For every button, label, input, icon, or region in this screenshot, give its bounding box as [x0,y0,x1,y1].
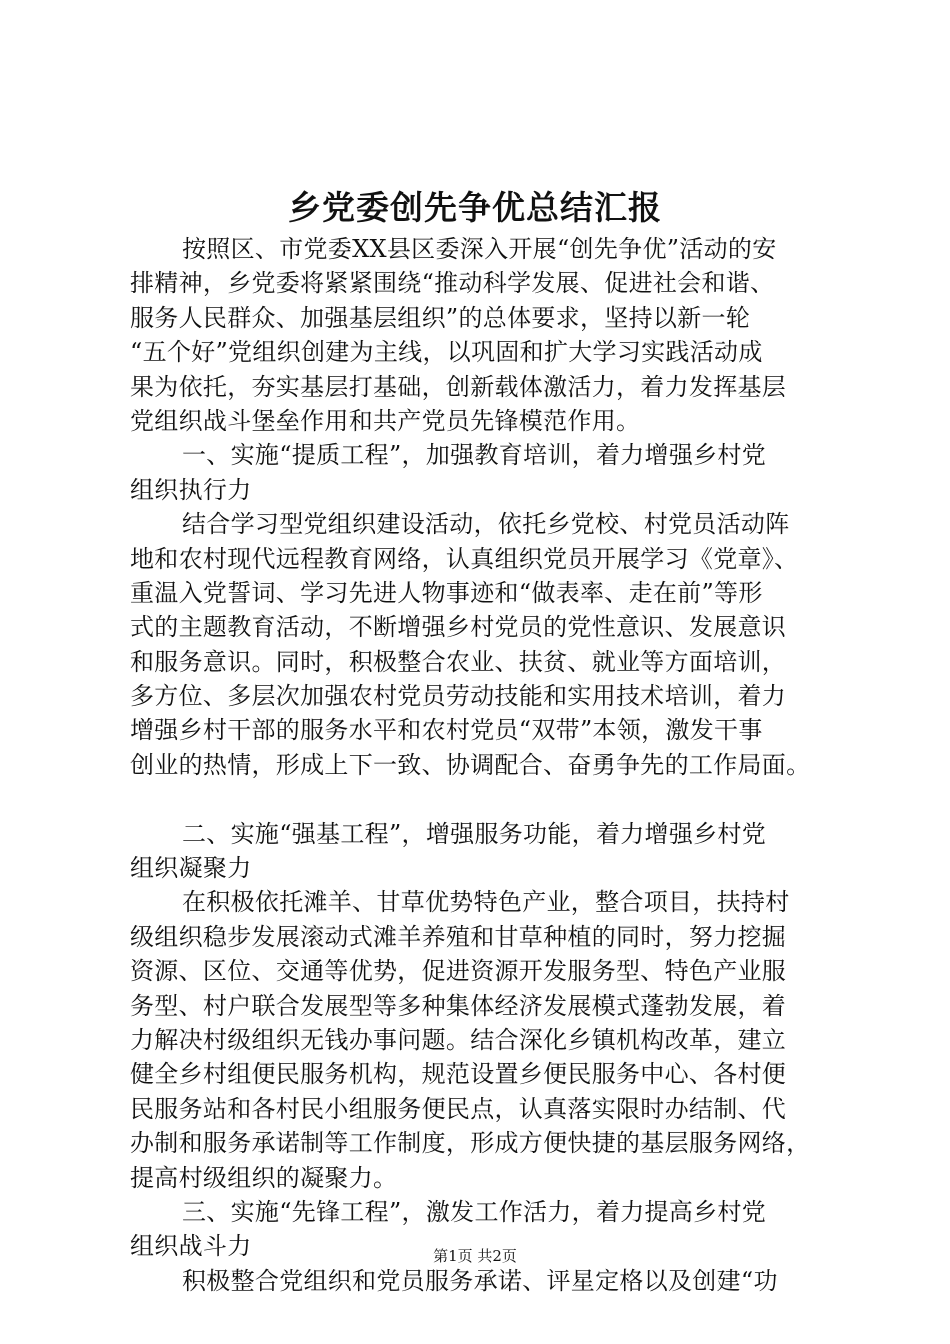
text-line: “五个好”党组织创建为主线，以巩固和扩大学习实践活动成 [130,338,763,367]
text-line: 二、实施“强基工程”，增强服务功能，着力增强乡村党 [182,819,767,848]
text-line: 民服务站和各村民小组服务便民点，认真落实限时办结制、代 [130,1094,787,1123]
text-line: 和服务意识。同时，积极整合农业、扶贫、就业等方面培训， [130,647,787,676]
text-line: 在积极依托滩羊、甘草优势特色产业，整合项目，扶持村 [182,888,790,917]
text-line: 重温入党誓词、学习先进人物事迹和“做表率、走在前”等形 [130,578,763,607]
text-line: 按照区、市党委XX县区委深入开展“创先争优”活动的安 [182,235,777,263]
text-line: 办制和服务承诺制等工作制度，形成方便快捷的基层服务网络， [130,1129,811,1158]
text-line: 资源、区位、交通等优势，促进资源开发服务型、特色产业服 [130,957,787,986]
blank-line [130,782,830,816]
document-title: 乡党委创先争优总结汇报 [288,188,662,227]
document-body [130,232,830,1298]
text-line: 地和农村现代远程教育网络，认真组织党员开展学习《党章》、 [130,544,799,573]
text-line: 三、实施“先锋工程”，激发工作活力，着力提高乡村党 [182,1197,767,1226]
text-line: 组织凝聚力 [130,854,252,883]
text-line: 创业的热情，形成上下一致、协调配合、奋勇争先的工作局面。 [130,750,811,779]
text-line: 党组织战斗堡垒作用和共产党员先锋模范作用。 [130,406,641,435]
text-line: 级组织稳步发展滚动式滩羊养殖和甘草种植的同时，努力挖掘 [130,922,787,951]
text-line: 组织执行力 [130,475,252,504]
text-line: 增强乡村干部的服务水平和农村党员“双带”本领，激发干事 [130,716,763,745]
text-line: 式的主题教育活动，不断增强乡村党员的党性意识、发展意识 [130,613,787,642]
text-line: 多方位、多层次加强农村党员劳动技能和实用技术培训，着力 [130,682,787,711]
text-line: 力解决村级组织无钱办事问题。结合深化乡镇机构改革，建立 [130,1025,787,1054]
text-line: 一、实施“提质工程”，加强教育培训，着力增强乡村党 [182,441,767,470]
text-line: 提高村级组织的凝聚力。 [130,1163,398,1192]
text-line: 果为依托，夯实基层打基础，创新载体激活力，着力发挥基层 [130,372,787,401]
text-line: 务型、村户联合发展型等多种集体经济发展模式蓬勃发展，着 [130,991,787,1020]
page-footer: 第1页 共2页 [433,1247,517,1265]
text-line: 健全乡村组便民服务机构，规范设置乡便民服务中心、各村便 [130,1060,787,1089]
text-line: 结合学习型党组织建设活动，依托乡党校、村党员活动阵 [182,510,790,539]
text-line: 排精神，乡党委将紧紧围绕“推动科学发展、促进社会和谐、 [130,269,775,298]
text-line: 组织战斗力 [130,1232,252,1261]
text-line: 积极整合党组织和党员服务承诺、评星定格以及创建“功 [182,1266,778,1295]
text-line: 服务人民群众、加强基层组织”的总体要求，坚持以新一轮 [130,303,751,332]
